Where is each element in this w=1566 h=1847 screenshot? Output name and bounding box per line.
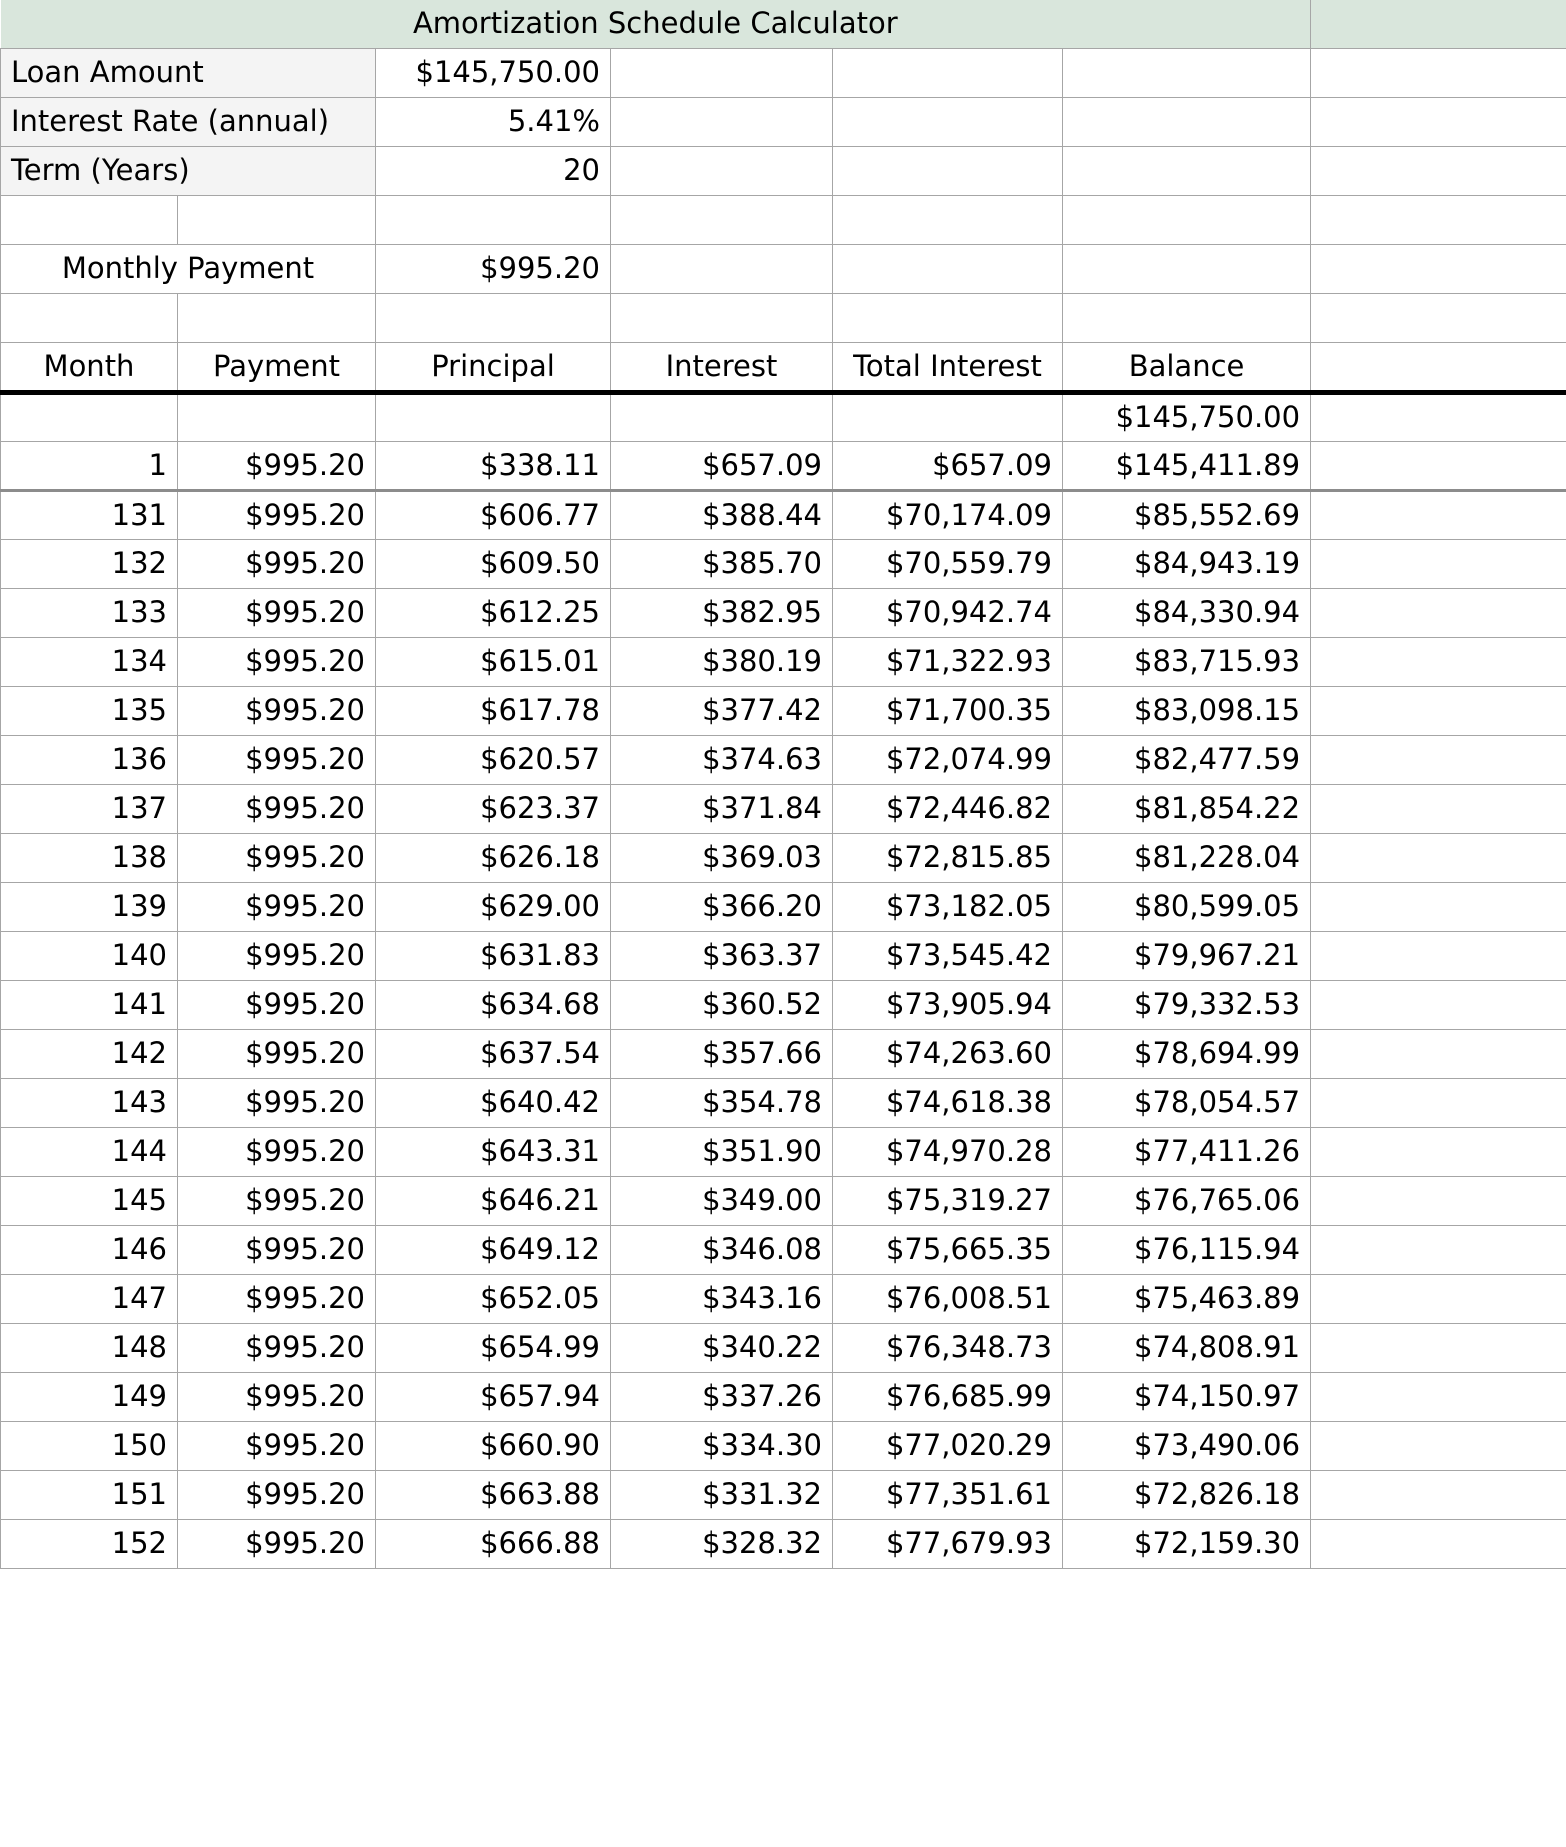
- table-row: [1, 882, 1566, 931]
- param-label-term-years: Term (Years): [1, 146, 376, 195]
- cell-interest: $340.22: [611, 1323, 833, 1372]
- cell-principal: $663.88: [376, 1470, 611, 1519]
- cell-principal: $640.42: [376, 1078, 611, 1127]
- cell-balance: $74,150.97: [1063, 1372, 1311, 1421]
- table-row: [1, 490, 1566, 539]
- cell-total-interest: $77,679.93: [833, 1519, 1063, 1568]
- empty-cell: [833, 146, 1063, 195]
- cell-principal: [376, 392, 611, 441]
- cell-payment: $995.20: [178, 1421, 376, 1470]
- table-row: [1, 1470, 1566, 1519]
- table-row: [1, 1029, 1566, 1078]
- table-row-opening: [1, 392, 1566, 441]
- cell-payment: $995.20: [178, 1470, 376, 1519]
- cell-month: 146: [1, 1225, 178, 1274]
- empty-cell: [1311, 539, 1566, 588]
- column-header-balance[interactable]: Balance: [1063, 342, 1311, 392]
- title-banner-tail: [1311, 0, 1566, 48]
- cell-payment: $995.20: [178, 1176, 376, 1225]
- cell-interest: $334.30: [611, 1421, 833, 1470]
- cell-principal: $634.68: [376, 980, 611, 1029]
- empty-cell: [1311, 1470, 1566, 1519]
- cell-payment: $995.20: [178, 931, 376, 980]
- cell-interest: $374.63: [611, 735, 833, 784]
- cell-principal: $623.37: [376, 784, 611, 833]
- empty-cell: [1063, 48, 1311, 97]
- cell-total-interest: $75,665.35: [833, 1225, 1063, 1274]
- cell-principal: $652.05: [376, 1274, 611, 1323]
- param-label-interest-rate: Interest Rate (annual): [1, 97, 376, 146]
- empty-cell: [1311, 833, 1566, 882]
- cell-total-interest: $71,700.35: [833, 686, 1063, 735]
- cell-payment: [178, 392, 376, 441]
- cell-principal: $338.11: [376, 441, 611, 490]
- cell-month: 132: [1, 539, 178, 588]
- empty-cell: [611, 97, 833, 146]
- cell-total-interest: $76,685.99: [833, 1372, 1063, 1421]
- cell-total-interest: $74,970.28: [833, 1127, 1063, 1176]
- cell-principal: $615.01: [376, 637, 611, 686]
- cell-month: 145: [1, 1176, 178, 1225]
- table-row: [1, 1323, 1566, 1372]
- table-row: [1, 1078, 1566, 1127]
- cell-total-interest: $72,446.82: [833, 784, 1063, 833]
- cell-month: 148: [1, 1323, 178, 1372]
- cell-month: [1, 392, 178, 441]
- cell-principal: $631.83: [376, 931, 611, 980]
- empty-cell: [1311, 1078, 1566, 1127]
- cell-interest: $363.37: [611, 931, 833, 980]
- cell-principal: $626.18: [376, 833, 611, 882]
- cell-interest: $369.03: [611, 833, 833, 882]
- monthly-payment-row: [1, 244, 1566, 293]
- empty-cell: [1311, 1176, 1566, 1225]
- param-value-loan-amount[interactable]: $145,750.00: [376, 48, 611, 97]
- cell-interest: $382.95: [611, 588, 833, 637]
- empty-cell: [1, 195, 178, 244]
- empty-cell: [1311, 293, 1566, 342]
- cell-interest: $360.52: [611, 980, 833, 1029]
- cell-principal: $637.54: [376, 1029, 611, 1078]
- cell-total-interest: $657.09: [833, 441, 1063, 490]
- cell-payment: $995.20: [178, 1078, 376, 1127]
- cell-total-interest: $74,263.60: [833, 1029, 1063, 1078]
- column-header-month[interactable]: Month: [1, 342, 178, 392]
- cell-interest: $343.16: [611, 1274, 833, 1323]
- param-label-loan-amount: Loan Amount: [1, 48, 376, 97]
- cell-balance: $84,943.19: [1063, 539, 1311, 588]
- cell-month: 1: [1, 441, 178, 490]
- cell-month: 143: [1, 1078, 178, 1127]
- cell-interest: $351.90: [611, 1127, 833, 1176]
- cell-interest: $357.66: [611, 1029, 833, 1078]
- cell-principal: $606.77: [376, 490, 611, 539]
- cell-payment: $995.20: [178, 1225, 376, 1274]
- cell-total-interest: $73,545.42: [833, 931, 1063, 980]
- table-row: [1, 833, 1566, 882]
- cell-payment: $995.20: [178, 882, 376, 931]
- empty-cell: [1311, 931, 1566, 980]
- cell-payment: $995.20: [178, 833, 376, 882]
- cell-total-interest: $72,074.99: [833, 735, 1063, 784]
- param-row-loan-amount: [1, 48, 1566, 97]
- cell-total-interest: $74,618.38: [833, 1078, 1063, 1127]
- cell-interest: $328.32: [611, 1519, 833, 1568]
- cell-balance: $79,332.53: [1063, 980, 1311, 1029]
- empty-cell: [1311, 195, 1566, 244]
- cell-month: 136: [1, 735, 178, 784]
- cell-principal: $646.21: [376, 1176, 611, 1225]
- empty-cell: [1063, 244, 1311, 293]
- empty-cell: [1311, 1225, 1566, 1274]
- table-row: [1, 1127, 1566, 1176]
- cell-balance: $84,330.94: [1063, 588, 1311, 637]
- param-value-term-years[interactable]: 20: [376, 146, 611, 195]
- cell-month: 150: [1, 1421, 178, 1470]
- cell-balance: $78,054.57: [1063, 1078, 1311, 1127]
- cell-payment: $995.20: [178, 637, 376, 686]
- empty-cell: [1311, 1519, 1566, 1568]
- cell-month: 135: [1, 686, 178, 735]
- table-row: [1, 588, 1566, 637]
- cell-total-interest: $73,905.94: [833, 980, 1063, 1029]
- cell-payment: $995.20: [178, 490, 376, 539]
- table-row: [1, 931, 1566, 980]
- cell-payment: $995.20: [178, 1372, 376, 1421]
- cell-interest: $349.00: [611, 1176, 833, 1225]
- cell-payment: $995.20: [178, 1519, 376, 1568]
- empty-cell: [1311, 146, 1566, 195]
- cell-month: 141: [1, 980, 178, 1029]
- empty-cell: [376, 293, 611, 342]
- empty-cell: [1311, 1421, 1566, 1470]
- cell-month: 152: [1, 1519, 178, 1568]
- cell-total-interest: $71,322.93: [833, 637, 1063, 686]
- param-row-term-years: [1, 146, 1566, 195]
- cell-payment: $995.20: [178, 588, 376, 637]
- cell-month: 142: [1, 1029, 178, 1078]
- table-row: [1, 686, 1566, 735]
- cell-balance: $76,115.94: [1063, 1225, 1311, 1274]
- cell-balance: $72,826.18: [1063, 1470, 1311, 1519]
- cell-payment: $995.20: [178, 686, 376, 735]
- empty-cell: [833, 48, 1063, 97]
- cell-month: 137: [1, 784, 178, 833]
- cell-payment: $995.20: [178, 784, 376, 833]
- cell-total-interest: $77,351.61: [833, 1470, 1063, 1519]
- empty-cell: [1311, 784, 1566, 833]
- cell-total-interest: $70,559.79: [833, 539, 1063, 588]
- cell-total-interest: [833, 392, 1063, 441]
- empty-cell: [1311, 686, 1566, 735]
- cell-total-interest: $70,174.09: [833, 490, 1063, 539]
- spacer-row: [1, 195, 1566, 244]
- empty-cell: [1311, 48, 1566, 97]
- empty-cell: [1311, 1127, 1566, 1176]
- cell-principal: $609.50: [376, 539, 611, 588]
- empty-cell: [1, 293, 178, 342]
- empty-cell: [1311, 980, 1566, 1029]
- empty-cell: [1311, 1372, 1566, 1421]
- param-value-interest-rate[interactable]: 5.41%: [376, 97, 611, 146]
- cell-total-interest: $72,815.85: [833, 833, 1063, 882]
- empty-cell: [178, 195, 376, 244]
- empty-cell: [1063, 195, 1311, 244]
- cell-balance: $77,411.26: [1063, 1127, 1311, 1176]
- cell-balance: $82,477.59: [1063, 735, 1311, 784]
- cell-month: 149: [1, 1372, 178, 1421]
- empty-cell: [1311, 1274, 1566, 1323]
- cell-total-interest: $73,182.05: [833, 882, 1063, 931]
- cell-principal: $654.99: [376, 1323, 611, 1372]
- empty-cell: [1311, 735, 1566, 784]
- cell-balance: $78,694.99: [1063, 1029, 1311, 1078]
- empty-cell: [1311, 588, 1566, 637]
- empty-cell: [611, 244, 833, 293]
- cell-interest: $377.42: [611, 686, 833, 735]
- cell-balance: $76,765.06: [1063, 1176, 1311, 1225]
- empty-cell: [611, 195, 833, 244]
- cell-total-interest: $70,942.74: [833, 588, 1063, 637]
- table-row: [1, 441, 1566, 490]
- cell-month: 133: [1, 588, 178, 637]
- empty-cell: [1311, 1323, 1566, 1372]
- cell-month: 134: [1, 637, 178, 686]
- page-title: Amortization Schedule Calculator: [1, 0, 1311, 48]
- cell-payment: $995.20: [178, 1029, 376, 1078]
- cell-payment: $995.20: [178, 441, 376, 490]
- cell-interest: $354.78: [611, 1078, 833, 1127]
- table-row: [1, 980, 1566, 1029]
- cell-payment: $995.20: [178, 1274, 376, 1323]
- empty-cell: [178, 293, 376, 342]
- cell-principal: $643.31: [376, 1127, 611, 1176]
- cell-month: 144: [1, 1127, 178, 1176]
- title-row: [1, 0, 1566, 48]
- monthly-payment-value: $995.20: [376, 244, 611, 293]
- table-row: [1, 1421, 1566, 1470]
- cell-interest: [611, 392, 833, 441]
- empty-cell: [833, 97, 1063, 146]
- cell-month: 131: [1, 490, 178, 539]
- cell-balance: $145,411.89: [1063, 441, 1311, 490]
- table-row: [1, 784, 1566, 833]
- cell-payment: $995.20: [178, 539, 376, 588]
- cell-month: 151: [1, 1470, 178, 1519]
- column-header-tail: [1311, 342, 1566, 392]
- cell-interest: $337.26: [611, 1372, 833, 1421]
- column-header-payment[interactable]: Payment: [178, 342, 376, 392]
- cell-interest: $346.08: [611, 1225, 833, 1274]
- table-row: [1, 637, 1566, 686]
- table-row: [1, 1225, 1566, 1274]
- cell-interest: $371.84: [611, 784, 833, 833]
- empty-cell: [833, 195, 1063, 244]
- empty-cell: [1311, 490, 1566, 539]
- cell-balance: $145,750.00: [1063, 392, 1311, 441]
- cell-principal: $666.88: [376, 1519, 611, 1568]
- empty-cell: [376, 195, 611, 244]
- cell-principal: $657.94: [376, 1372, 611, 1421]
- empty-cell: [833, 293, 1063, 342]
- empty-cell: [1063, 97, 1311, 146]
- cell-month: 139: [1, 882, 178, 931]
- cell-interest: $331.32: [611, 1470, 833, 1519]
- cell-principal: $620.57: [376, 735, 611, 784]
- cell-total-interest: $76,008.51: [833, 1274, 1063, 1323]
- cell-balance: $80,599.05: [1063, 882, 1311, 931]
- cell-interest: $385.70: [611, 539, 833, 588]
- empty-cell: [611, 48, 833, 97]
- empty-cell: [1311, 882, 1566, 931]
- empty-cell: [833, 244, 1063, 293]
- table-row: [1, 1519, 1566, 1568]
- cell-interest: $380.19: [611, 637, 833, 686]
- cell-principal: $660.90: [376, 1421, 611, 1470]
- empty-cell: [1311, 1029, 1566, 1078]
- cell-balance: $75,463.89: [1063, 1274, 1311, 1323]
- cell-balance: $83,715.93: [1063, 637, 1311, 686]
- empty-cell: [611, 293, 833, 342]
- table-row: [1, 1274, 1566, 1323]
- empty-cell: [1063, 146, 1311, 195]
- cell-principal: $629.00: [376, 882, 611, 931]
- empty-cell: [1311, 392, 1566, 441]
- column-header-interest[interactable]: Interest: [611, 342, 833, 392]
- empty-cell: [611, 146, 833, 195]
- table-row: [1, 1372, 1566, 1421]
- column-header-total-interest[interactable]: Total Interest: [833, 342, 1063, 392]
- cell-payment: $995.20: [178, 980, 376, 1029]
- cell-interest: $388.44: [611, 490, 833, 539]
- sheet-body: [1, 0, 1566, 1568]
- cell-total-interest: $77,020.29: [833, 1421, 1063, 1470]
- cell-balance: $83,098.15: [1063, 686, 1311, 735]
- cell-balance: $72,159.30: [1063, 1519, 1311, 1568]
- cell-principal: $649.12: [376, 1225, 611, 1274]
- cell-balance: $74,808.91: [1063, 1323, 1311, 1372]
- monthly-payment-label: Monthly Payment: [1, 244, 376, 293]
- cell-month: 138: [1, 833, 178, 882]
- cell-payment: $995.20: [178, 735, 376, 784]
- empty-cell: [1311, 637, 1566, 686]
- column-header-principal[interactable]: Principal: [376, 342, 611, 392]
- cell-total-interest: $76,348.73: [833, 1323, 1063, 1372]
- cell-balance: $73,490.06: [1063, 1421, 1311, 1470]
- empty-cell: [1063, 293, 1311, 342]
- cell-payment: $995.20: [178, 1127, 376, 1176]
- cell-balance: $85,552.69: [1063, 490, 1311, 539]
- cell-balance: $81,854.22: [1063, 784, 1311, 833]
- cell-balance: $81,228.04: [1063, 833, 1311, 882]
- empty-cell: [1311, 441, 1566, 490]
- schedule-header-row: [1, 342, 1566, 392]
- cell-balance: $79,967.21: [1063, 931, 1311, 980]
- cell-interest: $366.20: [611, 882, 833, 931]
- cell-principal: $617.78: [376, 686, 611, 735]
- table-row: [1, 1176, 1566, 1225]
- param-row-interest-rate: [1, 97, 1566, 146]
- table-row: [1, 539, 1566, 588]
- cell-principal: $612.25: [376, 588, 611, 637]
- cell-total-interest: $75,319.27: [833, 1176, 1063, 1225]
- empty-cell: [1311, 97, 1566, 146]
- cell-interest: $657.09: [611, 441, 833, 490]
- cell-month: 140: [1, 931, 178, 980]
- empty-cell: [1311, 244, 1566, 293]
- cell-month: 147: [1, 1274, 178, 1323]
- table-row: [1, 735, 1566, 784]
- spacer-row: [1, 293, 1566, 342]
- cell-payment: $995.20: [178, 1323, 376, 1372]
